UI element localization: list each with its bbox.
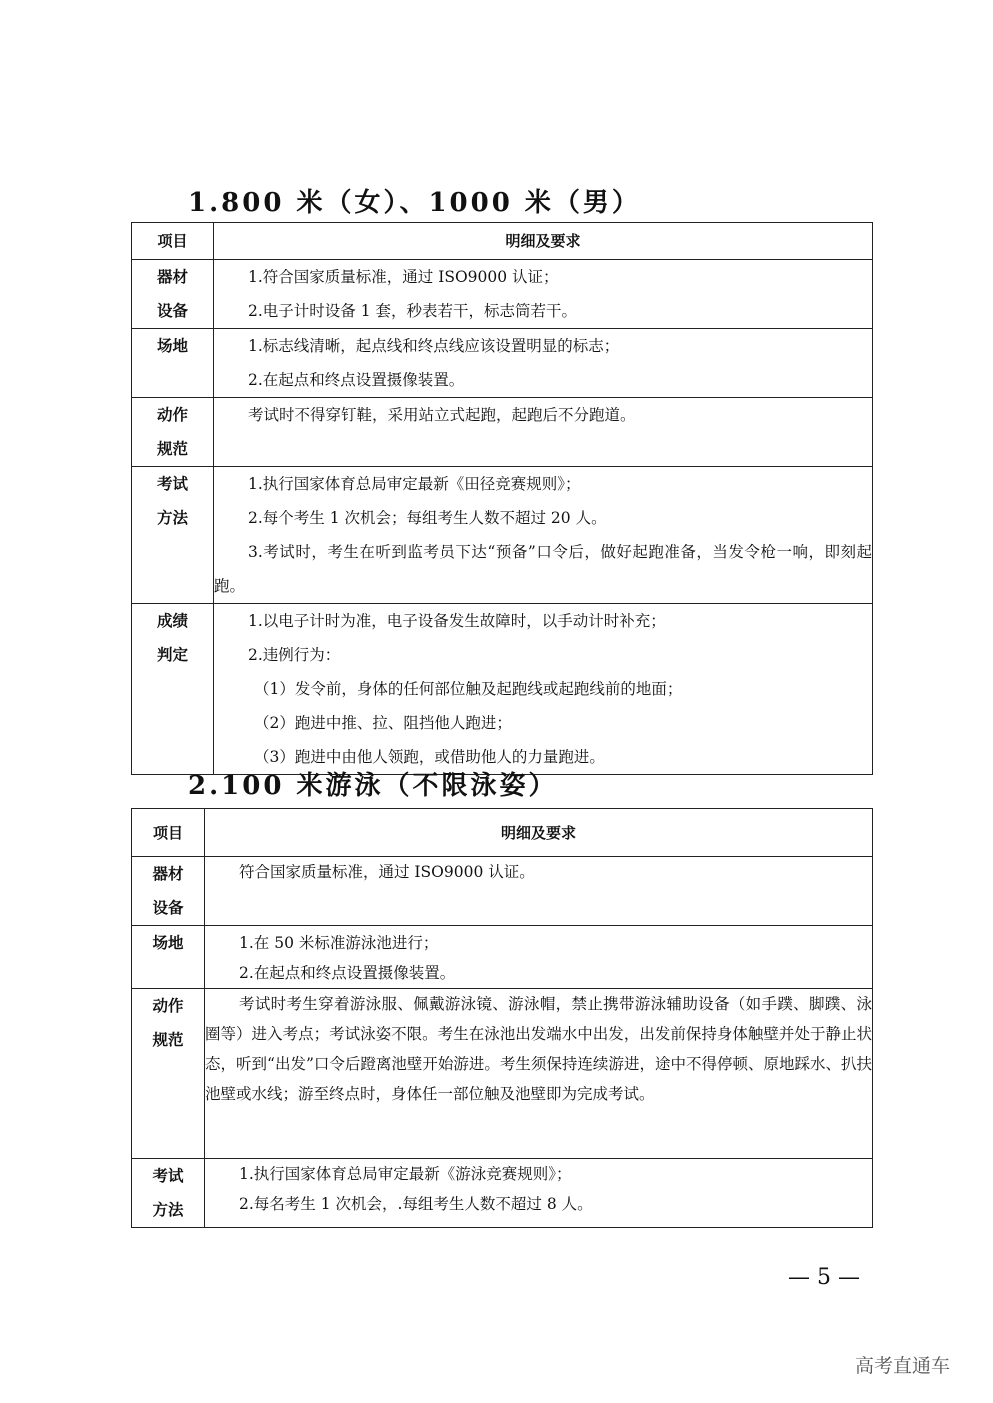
row-detail: 1.符合国家质量标准，通过 ISO9000 认证； 2.电子计时设备 1 套，秒表若干，标志筒若干。 — [214, 260, 873, 329]
row-label-norms: 动作 规范 — [132, 398, 214, 467]
row-label-method: 考试 方法 — [132, 1159, 205, 1228]
header-detail: 明细及要求 — [214, 223, 873, 260]
row-label-equipment: 器材 设备 — [132, 260, 214, 329]
row-detail: 考试时考生穿着游泳服、佩戴游泳镜、游泳帽，禁止携带游泳辅助设备（如手蹼、脚蹼、泳圈等）进入考点；考试泳姿不限。考生在泳池出发端水中出发，出发前保持身体触壁并处于静止状态，听到“出发”口令后蹬离池壁开始游进。考生须保持连续游进，途中不得停顿、原地踩水、扒扶池壁或水线；游至终点时，身体任一部位触及池壁即为完成考试。 — [205, 989, 873, 1159]
table-header-row — [132, 223, 873, 260]
row-detail: 1.执行国家体育总局审定最新《游泳竞赛规则》； 2.每名考生 1 次机会，.每组考生人数不超过 8 人。 — [205, 1159, 873, 1228]
table-row — [132, 989, 873, 1159]
watermark: 高考直通车 — [855, 1355, 951, 1377]
row-detail: 考试时不得穿钉鞋，采用站立式起跑，起跑后不分跑道。 — [214, 398, 873, 467]
table-row — [132, 857, 873, 926]
row-detail: 1.以电子计时为准，电子设备发生故障时，以手动计时补充； 2.违例行为： （1）发令前，身体的任何部位触及起跑线或起跑线前的地面； （2）跑进中推、拉、阻挡他人跑进； （3）跑进中由他人领跑，或借助他人的力量跑进。 — [214, 604, 873, 775]
header-item: 项目 — [132, 223, 214, 260]
table-row — [132, 1159, 873, 1228]
row-label-venue: 场地 — [132, 926, 205, 989]
table-row — [132, 467, 873, 604]
table-row — [132, 329, 873, 398]
row-label-scoring: 成绩 判定 — [132, 604, 214, 775]
row-detail: 符合国家质量标准，通过 ISO9000 认证。 — [205, 857, 873, 926]
row-label-venue: 场地 — [132, 329, 214, 398]
table-row — [132, 260, 873, 329]
page-number: — 5 — — [788, 1265, 860, 1290]
table-row — [132, 926, 873, 989]
header-detail: 明细及要求 — [205, 809, 873, 857]
section-heading-running: 1.800 米（女）、1000 米（男） — [188, 188, 641, 218]
swimming-requirements-table — [131, 808, 873, 1228]
row-detail: 1.执行国家体育总局审定最新《田径竞赛规则》； 2.每个考生 1 次机会；每组考生人数不超过 20 人。 3.考试时，考生在听到监考员下达“预备”口令后，做好起跑准备，当发令枪一响，即刻起跑。 — [214, 467, 873, 604]
row-detail: 1.在 50 米标准游泳池进行； 2.在起点和终点设置摄像装置。 — [205, 926, 873, 989]
section-heading-swimming: 2.100 米游泳（不限泳姿） — [188, 771, 558, 801]
header-item: 项目 — [132, 809, 205, 857]
table-row — [132, 604, 873, 775]
running-requirements-table — [131, 222, 873, 775]
table-header-row — [132, 809, 873, 857]
row-label-norms: 动作 规范 — [132, 989, 205, 1159]
row-label-method: 考试 方法 — [132, 467, 214, 604]
row-detail: 1.标志线清晰，起点线和终点线应该设置明显的标志； 2.在起点和终点设置摄像装置。 — [214, 329, 873, 398]
row-label-equipment: 器材 设备 — [132, 857, 205, 926]
table-row — [132, 398, 873, 467]
